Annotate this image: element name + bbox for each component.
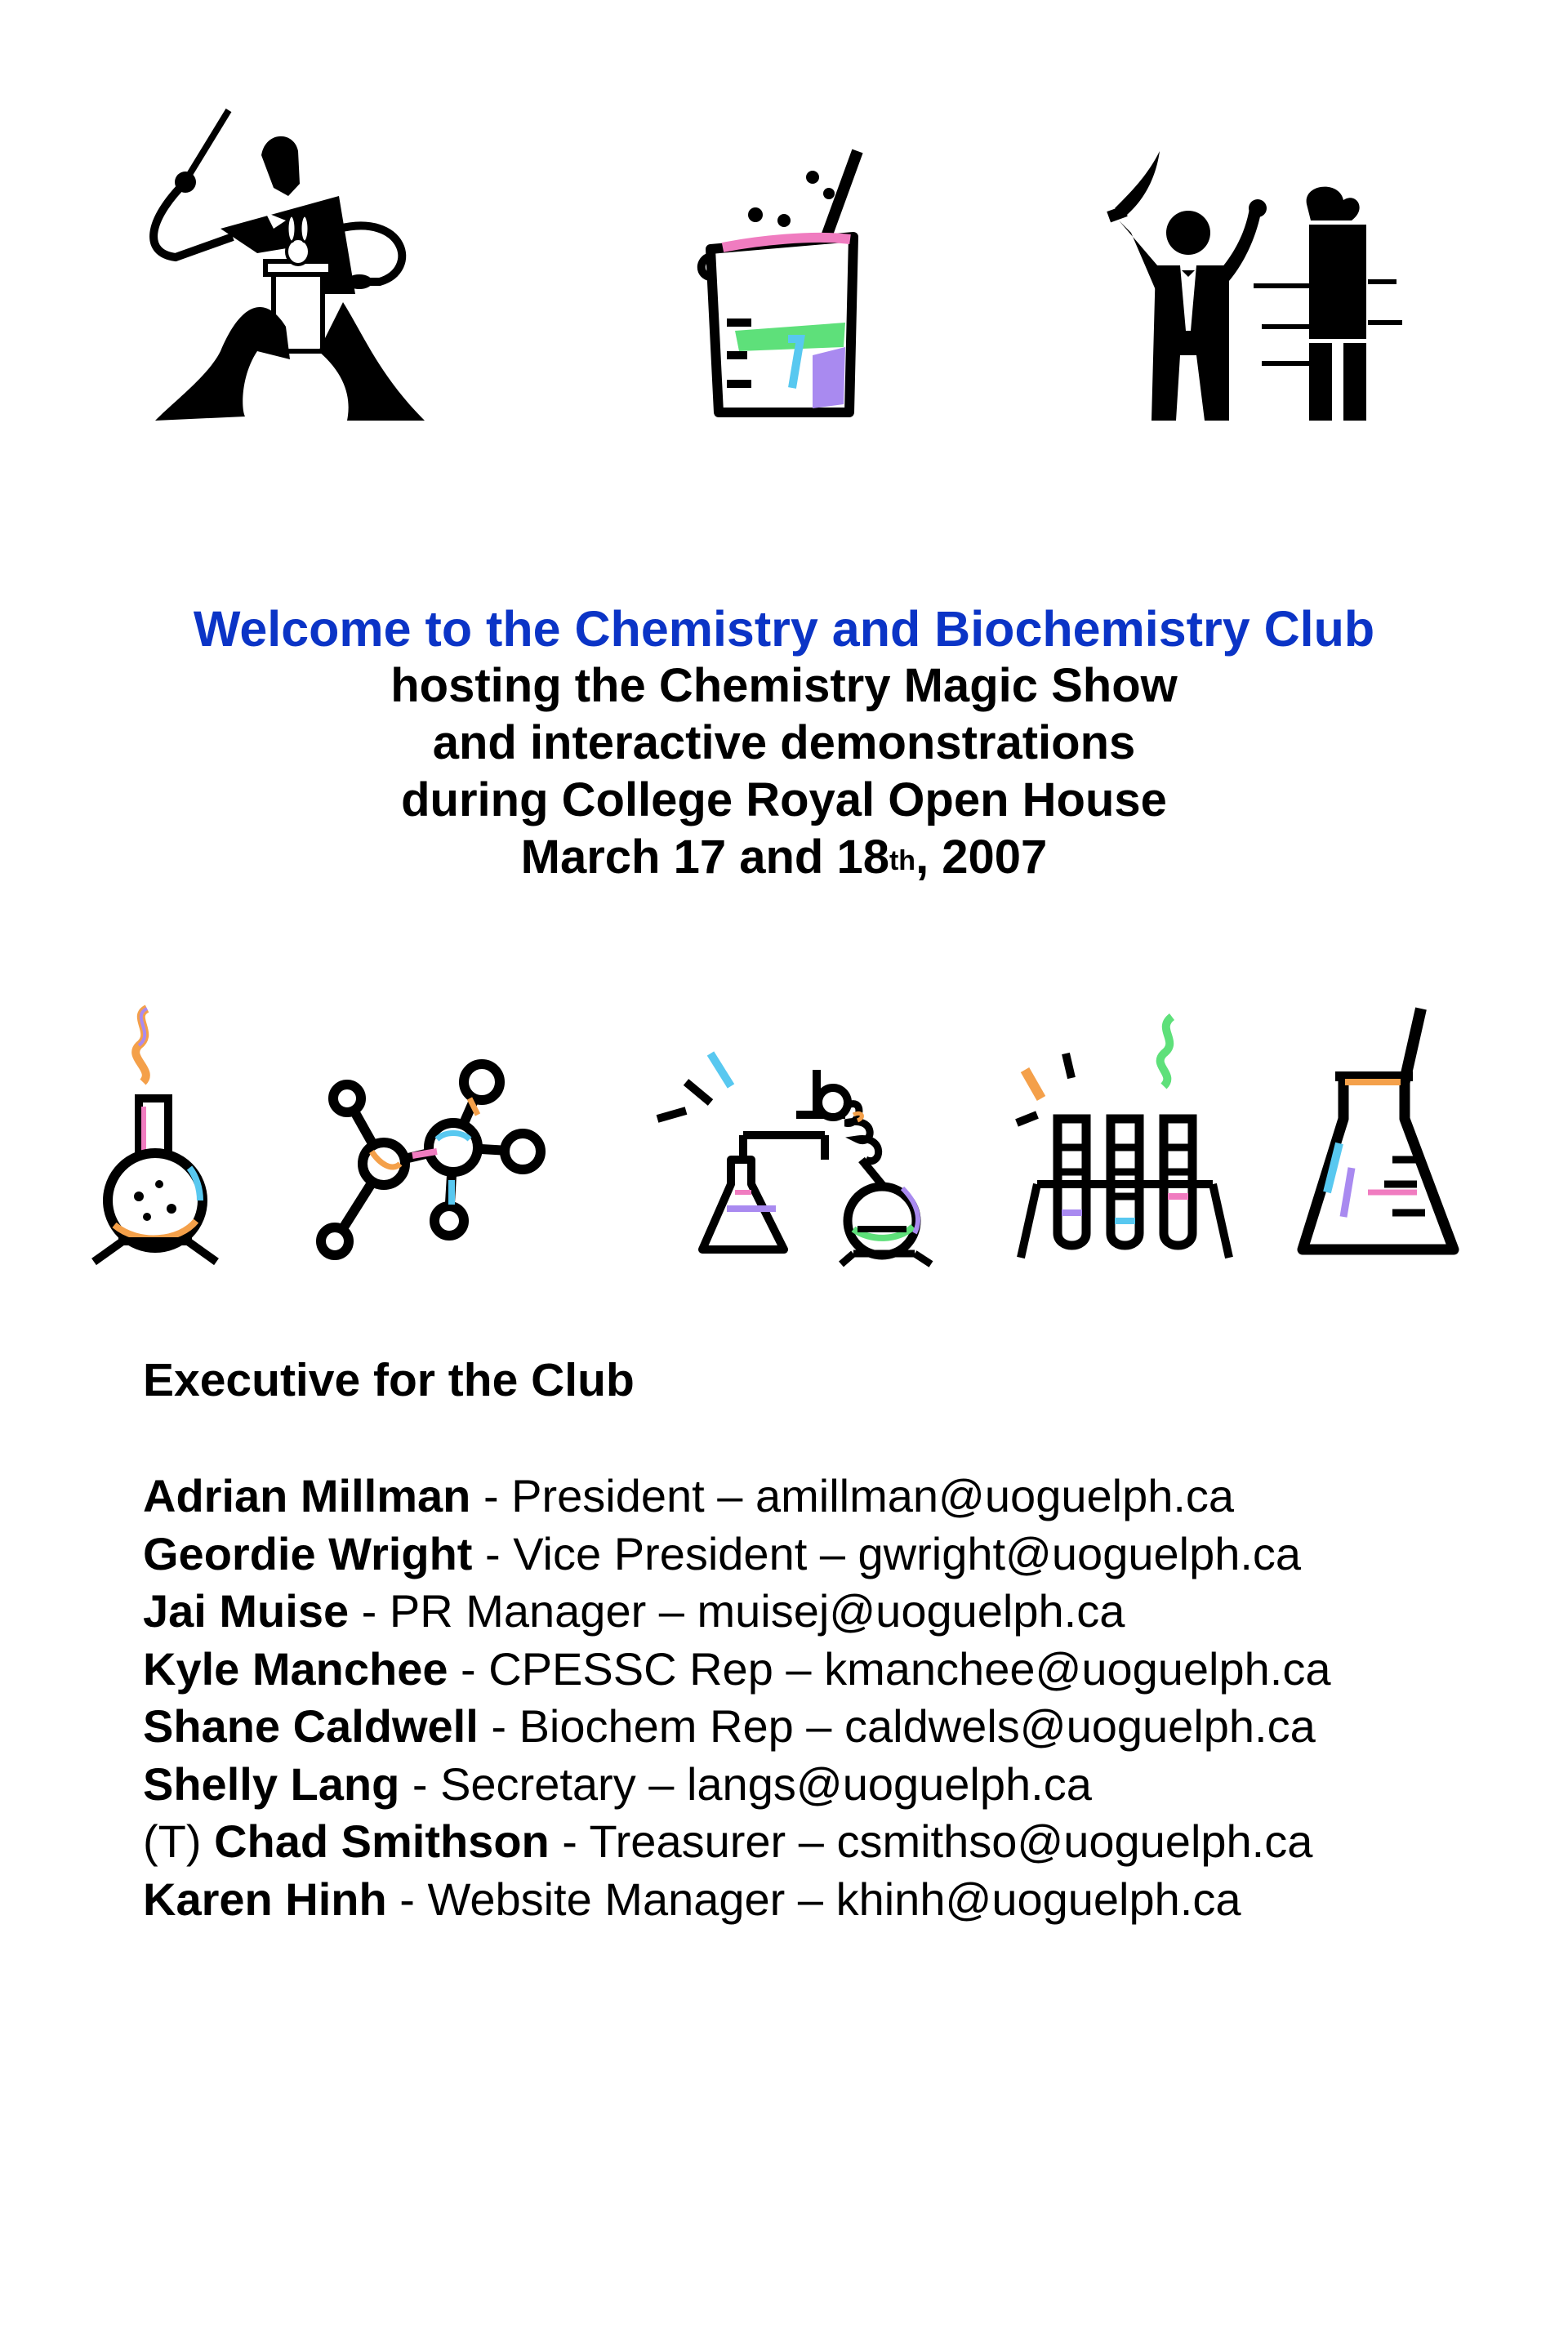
member-email: csmithso@uoguelph.ca <box>836 1815 1313 1867</box>
member-separator: - <box>349 1585 390 1637</box>
member-separator: - <box>399 1757 441 1810</box>
distillation-apparatus-icon <box>653 1037 960 1266</box>
member-separator: - <box>448 1642 489 1695</box>
member-separator: - <box>549 1815 590 1867</box>
member-name: Shelly Lang <box>143 1757 400 1810</box>
demonstrations-line: and interactive demonstrations <box>432 716 1136 769</box>
member-name: Shane Caldwell <box>143 1700 479 1752</box>
magic-show-line: hosting the Chemistry Magic Show <box>390 659 1178 712</box>
member-dash: – <box>704 1470 755 1521</box>
round-flask-icon <box>90 1000 220 1266</box>
open-house-line: during College Royal Open House <box>401 773 1167 826</box>
test-tube-rack-icon <box>1013 1009 1237 1266</box>
member-row <box>143 1698 1531 1756</box>
member-dash: – <box>773 1642 825 1695</box>
member-row <box>143 1871 1531 1929</box>
member-row <box>143 1526 1531 1584</box>
member-role: Website Manager <box>427 1873 786 1925</box>
member-role: Secretary <box>440 1757 636 1810</box>
member-dash: – <box>635 1757 687 1810</box>
magician-with-rabbit-icon <box>143 106 437 425</box>
member-separator: - <box>470 1470 512 1521</box>
member-email: muisej@uoguelph.ca <box>697 1585 1125 1637</box>
member-dash: – <box>785 1873 836 1925</box>
event-heading <box>0 600 1568 886</box>
member-name: Adrian Millman <box>143 1470 471 1521</box>
mad-scientist-with-robot-icon <box>1098 143 1409 425</box>
member-separator: - <box>478 1700 519 1752</box>
member-email: gwright@uoguelph.ca <box>858 1527 1302 1579</box>
member-row <box>143 1756 1531 1814</box>
member-dash: – <box>786 1815 837 1867</box>
member-name: Chad Smithson <box>214 1815 550 1867</box>
member-row <box>143 1641 1531 1699</box>
member-role: CPESSC Rep <box>488 1642 773 1695</box>
member-separator: - <box>472 1527 514 1579</box>
molecule-icon <box>314 1049 551 1262</box>
member-row <box>143 1813 1531 1871</box>
member-name: Jai Muise <box>143 1585 350 1637</box>
member-row <box>143 1583 1531 1641</box>
member-email: amillman@uoguelph.ca <box>755 1470 1235 1521</box>
member-role: PR Manager <box>389 1585 647 1637</box>
event-date: March 17 and 18th, 2007 <box>520 831 1048 884</box>
member-email: caldwels@uoguelph.ca <box>844 1700 1316 1752</box>
executive-section <box>143 1352 1531 1928</box>
member-row <box>143 1468 1531 1526</box>
beaker-with-stirrer-icon <box>690 143 878 425</box>
member-separator: - <box>386 1873 428 1925</box>
member-role: Vice President <box>513 1527 808 1579</box>
member-prefix: (T) <box>143 1815 215 1867</box>
member-list <box>143 1468 1531 1928</box>
club-welcome-title: Welcome to the Chemistry and Biochemistry Club <box>193 601 1375 657</box>
member-dash: – <box>793 1700 844 1752</box>
member-name: Karen Hinh <box>143 1873 387 1925</box>
member-name: Kyle Manchee <box>143 1642 448 1695</box>
member-role: President <box>511 1470 705 1521</box>
member-name: Geordie Wright <box>143 1527 473 1579</box>
erlenmeyer-flask-icon <box>1294 1004 1462 1262</box>
member-dash: – <box>807 1527 858 1579</box>
member-email: kmanchee@uoguelph.ca <box>824 1642 1331 1695</box>
member-role: Treasurer <box>589 1815 786 1867</box>
member-email: langs@uoguelph.ca <box>686 1757 1092 1810</box>
member-dash: – <box>646 1585 697 1637</box>
member-role: Biochem Rep <box>519 1700 794 1752</box>
executive-title: Executive for the Club <box>143 1354 635 1406</box>
member-email: khinh@uoguelph.ca <box>835 1873 1241 1925</box>
